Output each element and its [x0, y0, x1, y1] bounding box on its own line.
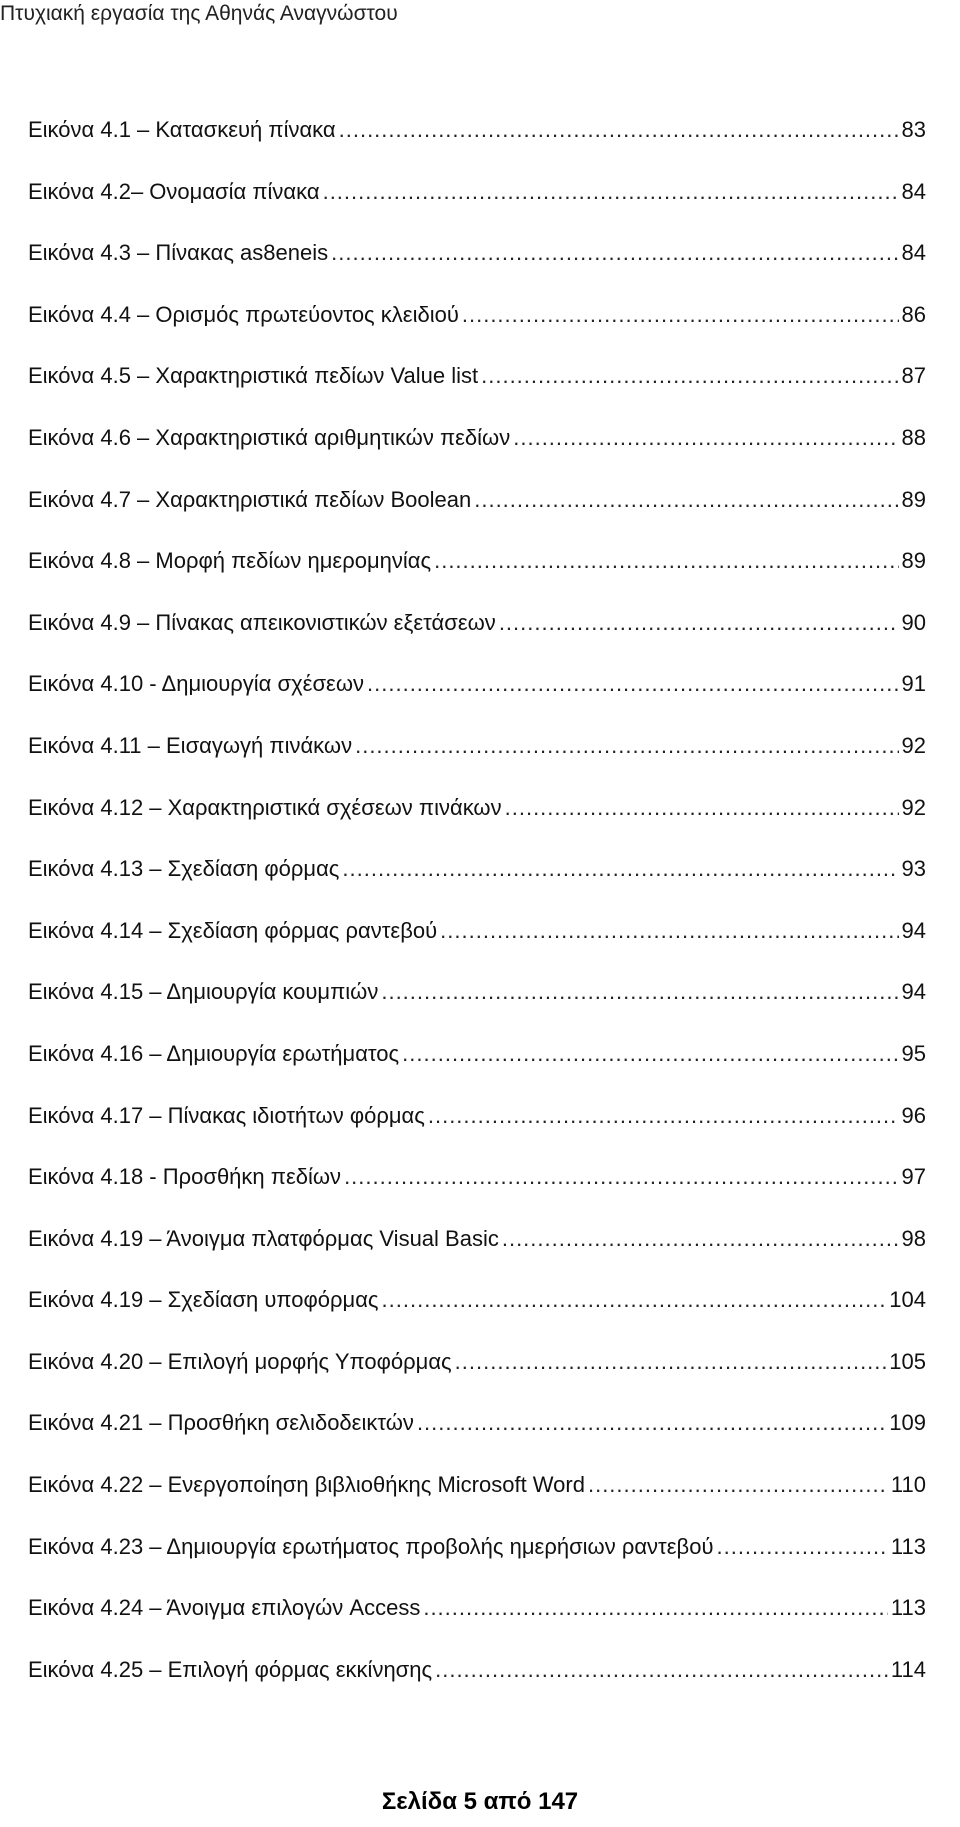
toc-entry-page: 94	[901, 917, 926, 943]
toc-entry-page: 98	[901, 1225, 926, 1251]
toc-entry-page: 89	[901, 548, 926, 574]
dot-leader	[355, 732, 898, 760]
toc-entry-page: 91	[901, 671, 926, 697]
toc-entry[interactable]	[28, 1594, 926, 1656]
toc-entry[interactable]	[28, 301, 926, 363]
toc-entry[interactable]	[28, 1348, 926, 1410]
toc-entry-page: 93	[901, 856, 926, 882]
toc-entry-page: 89	[901, 486, 926, 512]
toc-entry-label: Εικόνα 4.3 – Πίνακας as8eneis	[28, 240, 329, 266]
dot-leader	[435, 1656, 888, 1684]
toc-entry[interactable]	[28, 362, 926, 424]
toc-entry-label: Εικόνα 4.21 – Προσθήκη σελιδοδεικτών	[28, 1410, 414, 1436]
toc-entry-label: Εικόνα 4.7 – Χαρακτηριστικά πεδίων Boolean	[28, 486, 472, 512]
dot-leader	[474, 486, 898, 514]
toc-entry-label: Εικόνα 4.1 – Κατασκευή πίνακα	[28, 117, 336, 142]
toc-entry-page: 90	[901, 609, 926, 635]
toc-entry-page: 110	[890, 1472, 926, 1498]
toc-entry[interactable]	[28, 116, 926, 178]
toc-entry-page: 86	[901, 301, 926, 327]
toc-entry-label: Εικόνα 4.23 – Δημιουργία ερωτήματος προβολής ημερήσιων ραντεβού	[28, 1533, 714, 1559]
dot-leader	[323, 178, 899, 206]
toc-entry-label: Εικόνα 4.17 – Πίνακας ιδιοτήτων φόρμας	[28, 1102, 425, 1128]
toc-entry-label: Εικόνα 4.12 – Χαρακτηριστικά σχέσεων πινάκων	[28, 794, 502, 820]
running-header: Πτυχιακή εργασία της Αθηνάς Αναγνώστου	[0, 2, 398, 25]
dot-leader	[339, 116, 899, 144]
toc-entry-label: Εικόνα 4.24 – Άνοιγμα επιλογών Access	[28, 1595, 421, 1621]
toc-entry-page: 84	[901, 240, 926, 266]
toc-entry-label: Εικόνα 4.6 – Χαρακτηριστικά αριθμητικών πεδίων	[28, 424, 511, 450]
toc-entry-page: 95	[901, 1040, 926, 1066]
dot-leader	[716, 1533, 887, 1561]
dot-leader	[481, 362, 898, 390]
toc-entry-page: 114	[890, 1656, 926, 1682]
toc-entry-label: Εικόνα 4.19 – Σχεδίαση υποφόρμας	[28, 1287, 379, 1313]
dot-leader	[367, 670, 899, 698]
toc-entry-page: 109	[889, 1410, 926, 1436]
dot-leader	[381, 978, 898, 1006]
dot-leader	[402, 1040, 898, 1068]
toc-entry-label: Εικόνα 4.20 – Επιλογή μορφής Υποφόρμας	[28, 1348, 452, 1374]
page-number-footer: Σελίδα 5 από 147	[381, 1788, 579, 1815]
toc-entry-label: Εικόνα 4.9 – Πίνακας απεικονιστικών εξετάσεων	[28, 609, 496, 635]
toc-entry-page: 92	[901, 732, 926, 758]
dot-leader	[513, 424, 898, 452]
dot-leader	[331, 239, 898, 267]
toc-entry[interactable]	[28, 1163, 926, 1225]
toc-entry-label: Εικόνα 4.25 – Επιλογή φόρμας εκκίνησης	[28, 1656, 433, 1682]
toc-entry[interactable]	[28, 1409, 926, 1471]
dot-leader	[342, 855, 898, 883]
dot-leader	[502, 1225, 899, 1253]
dot-leader	[462, 301, 899, 329]
toc-entry[interactable]	[28, 1225, 926, 1287]
toc-entry-page: 113	[890, 1595, 926, 1621]
toc-entry[interactable]	[28, 855, 926, 917]
toc-entry-label: Εικόνα 4.14 – Σχεδίαση φόρμας ραντεβού	[28, 917, 438, 943]
toc-entry-label: Εικόνα 4.19 – Άνοιγμα πλατφόρμας Visual Basic	[28, 1225, 499, 1251]
toc-entry-page: 113	[890, 1533, 926, 1559]
dot-leader	[417, 1409, 886, 1437]
toc-entry-label: Εικόνα 4.11 – Εισαγωγή πινάκων	[28, 732, 353, 758]
toc-entry-page: 92	[901, 794, 926, 820]
toc-entry-page: 87	[901, 363, 926, 389]
dot-leader	[505, 794, 899, 822]
toc-entry-label: Εικόνα 4.15 – Δημιουργία κουμπιών	[28, 979, 379, 1005]
toc-entry[interactable]	[28, 547, 926, 609]
toc-entry-page: 84	[901, 178, 926, 204]
toc-entry[interactable]	[28, 732, 926, 794]
toc-entry[interactable]	[28, 670, 926, 732]
toc-entry[interactable]	[28, 424, 926, 486]
toc-entry-page: 105	[889, 1348, 926, 1374]
toc-entry-page: 83	[901, 117, 926, 142]
toc-entry-label: Εικόνα 4.4 – Ορισμός πρωτεύοντος κλειδιού	[28, 301, 459, 327]
toc-entry-label: Εικόνα 4.18 - Προσθήκη πεδίων	[28, 1164, 342, 1190]
list-of-figures	[28, 116, 926, 1717]
toc-entry[interactable]	[28, 178, 926, 240]
toc-entry-page: 104	[889, 1287, 926, 1313]
toc-entry[interactable]	[28, 917, 926, 979]
toc-entry[interactable]	[28, 1533, 926, 1595]
toc-entry[interactable]	[28, 239, 926, 301]
toc-entry-page: 96	[901, 1102, 926, 1128]
dot-leader	[434, 547, 898, 575]
toc-entry[interactable]	[28, 1040, 926, 1102]
dot-leader	[499, 609, 899, 637]
toc-entry[interactable]	[28, 609, 926, 671]
toc-entry[interactable]	[28, 978, 926, 1040]
dot-leader	[455, 1348, 887, 1376]
toc-entry[interactable]	[28, 1102, 926, 1164]
toc-entry[interactable]	[28, 1471, 926, 1533]
dot-leader	[382, 1286, 887, 1314]
toc-entry-label: Εικόνα 4.22 – Ενεργοποίηση βιβλιοθήκης Microsoft Word	[28, 1472, 585, 1498]
toc-entry-label: Εικόνα 4.16 – Δημιουργία ερωτήματος	[28, 1040, 400, 1066]
toc-entry-label: Εικόνα 4.13 – Σχεδίαση φόρμας	[28, 856, 340, 882]
toc-entry-label: Εικόνα 4.10 - Δημιουργία σχέσεων	[28, 671, 365, 697]
dot-leader	[423, 1594, 888, 1622]
toc-entry-label: Εικόνα 4.8 – Μορφή πεδίων ημερομηνίας	[28, 548, 432, 574]
toc-entry-page: 94	[901, 979, 926, 1005]
toc-entry-label: Εικόνα 4.5 – Χαρακτηριστικά πεδίων Value list	[28, 363, 479, 389]
toc-entry-page: 97	[901, 1164, 926, 1190]
dot-leader	[440, 917, 898, 945]
dot-leader	[588, 1471, 888, 1499]
toc-entry[interactable]	[28, 486, 926, 548]
dot-leader	[428, 1102, 899, 1130]
dot-leader	[344, 1163, 898, 1191]
toc-entry-label: Εικόνα 4.2– Ονομασία πίνακα	[28, 178, 320, 204]
toc-entry-page: 88	[901, 424, 926, 450]
toc-entry[interactable]	[28, 1656, 926, 1718]
toc-entry[interactable]	[28, 1286, 926, 1348]
toc-entry[interactable]	[28, 794, 926, 856]
